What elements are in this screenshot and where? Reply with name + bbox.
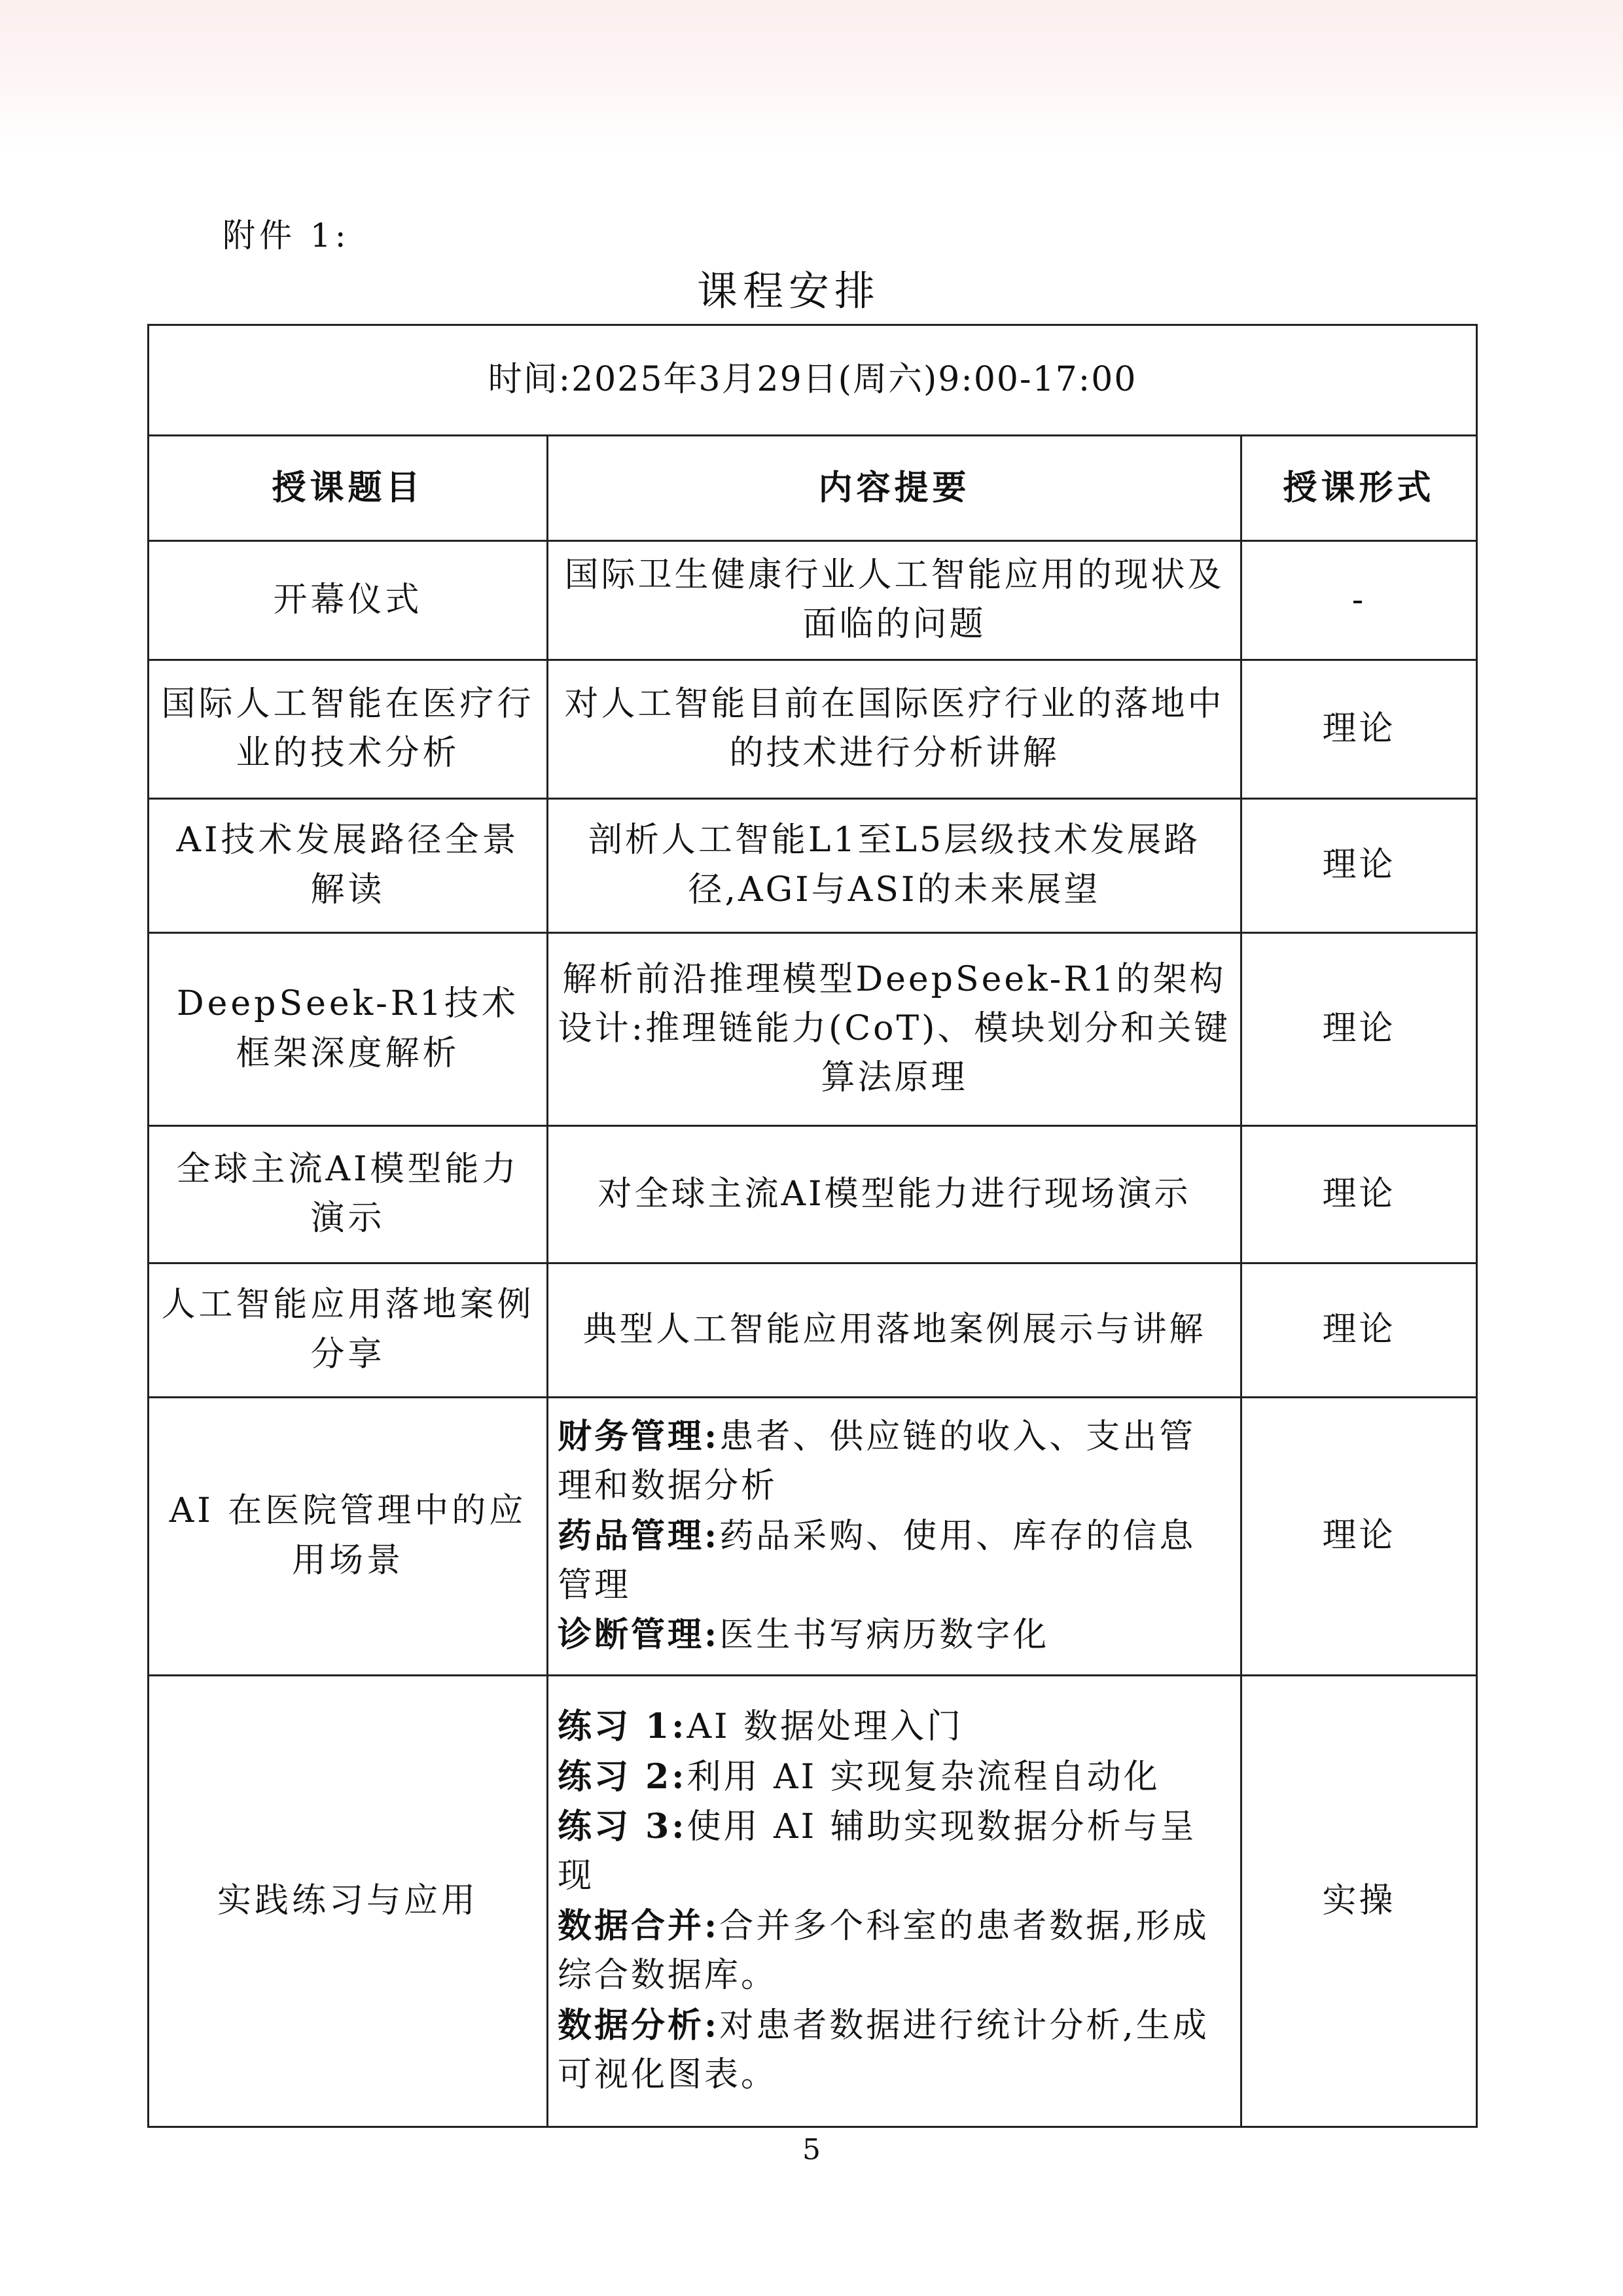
content-item-lead: 数据分析: — [558, 2005, 720, 2045]
content-item-text: 利用 AI 实现复杂流程自动化 — [687, 1757, 1160, 1797]
row-form: 理论 — [1241, 798, 1477, 932]
content-item-text: 患者、供应链的收入、支出管理和数据分析 — [558, 1417, 1196, 1506]
schedule-time: 时间:2025年3月29日(周六)9:00-17:00 — [149, 325, 1477, 436]
document-title: 课程安排 — [696, 267, 880, 315]
table-row — [149, 1263, 1477, 1397]
attachment-label: 附件 1: — [223, 217, 350, 255]
row-content — [548, 1397, 1241, 1675]
content-item-lead: 数据合并: — [558, 1905, 720, 1946]
row-content: 典型人工智能应用落地案例展示与讲解 — [548, 1263, 1241, 1397]
row-content: 对人工智能目前在国际医疗行业的落地中的技术进行分析讲解 — [548, 660, 1241, 798]
content-item — [558, 1511, 1231, 1611]
content-item-text: 对患者数据进行统计分析,生成可视化图表。 — [558, 2005, 1209, 2094]
content-item-lead: 练习 1: — [558, 1706, 687, 1747]
table-row — [149, 798, 1477, 932]
table-row — [149, 932, 1477, 1125]
content-item — [558, 1610, 1231, 1660]
row-form: - — [1241, 541, 1477, 660]
content-item — [558, 2001, 1231, 2100]
content-item-text: 医生书写病历数字化 — [719, 1616, 1050, 1655]
content-item — [558, 1901, 1231, 2001]
time-row — [149, 325, 1477, 436]
row-form: 实操 — [1241, 1675, 1477, 2127]
row-content: 剖析人工智能L1至L5层级技术发展路径,AGI与ASI的未来展望 — [548, 798, 1241, 932]
row-content: 国际卫生健康行业人工智能应用的现状及面临的问题 — [548, 541, 1241, 660]
table-row — [149, 1397, 1477, 1675]
content-item-lead: 财务管理: — [558, 1416, 720, 1457]
header-row — [149, 436, 1477, 541]
content-item-lead: 练习 2: — [558, 1756, 687, 1797]
content-item-lead: 练习 3: — [558, 1807, 687, 1846]
row-topic: AI技术发展路径全景解读 — [149, 798, 548, 932]
content-item-lead: 诊断管理: — [558, 1615, 720, 1655]
table-row — [149, 541, 1477, 660]
row-form: 理论 — [1241, 1263, 1477, 1397]
table-row — [149, 1675, 1477, 2127]
content-item-text: AI 数据处理入门 — [687, 1707, 964, 1747]
row-topic: AI 在医院管理中的应用场景 — [149, 1397, 548, 1675]
content-item — [558, 1802, 1231, 1901]
content-item — [558, 1412, 1231, 1511]
row-topic: 人工智能应用落地案例分享 — [149, 1263, 548, 1397]
page-top-tint — [0, 0, 1623, 150]
table-row — [149, 1125, 1477, 1263]
row-form: 理论 — [1241, 932, 1477, 1125]
content-item-lead: 药品管理: — [558, 1515, 720, 1556]
row-topic: 实践练习与应用 — [149, 1675, 548, 2127]
content-item — [558, 1702, 1231, 1752]
content-item-text: 药品采购、使用、库存的信息管理 — [558, 1516, 1196, 1605]
row-form: 理论 — [1241, 1125, 1477, 1263]
row-topic: 国际人工智能在医疗行业的技术分析 — [149, 660, 548, 798]
header-content: 内容提要 — [548, 436, 1241, 541]
content-item — [558, 1752, 1231, 1802]
content-item-text: 使用 AI 辅助实现数据分析与呈现 — [558, 1807, 1197, 1896]
header-topic: 授课题目 — [149, 436, 548, 541]
page-number: 5 — [802, 2133, 821, 2166]
row-content — [548, 1675, 1241, 2127]
row-topic: 全球主流AI模型能力演示 — [149, 1125, 548, 1263]
row-topic: DeepSeek-R1技术框架深度解析 — [149, 932, 548, 1125]
row-content: 解析前沿推理模型DeepSeek-R1的架构设计:推理链能力(CoT)、模块划分和关键算法原理 — [548, 932, 1241, 1125]
course-schedule-table — [147, 324, 1478, 2128]
row-topic: 开幕仪式 — [149, 541, 548, 660]
header-form: 授课形式 — [1241, 436, 1477, 541]
row-form: 理论 — [1241, 660, 1477, 798]
table-row — [149, 660, 1477, 798]
row-form: 理论 — [1241, 1397, 1477, 1675]
content-item-text: 合并多个科室的患者数据,形成综合数据库。 — [558, 1906, 1209, 1996]
row-content: 对全球主流AI模型能力进行现场演示 — [548, 1125, 1241, 1263]
